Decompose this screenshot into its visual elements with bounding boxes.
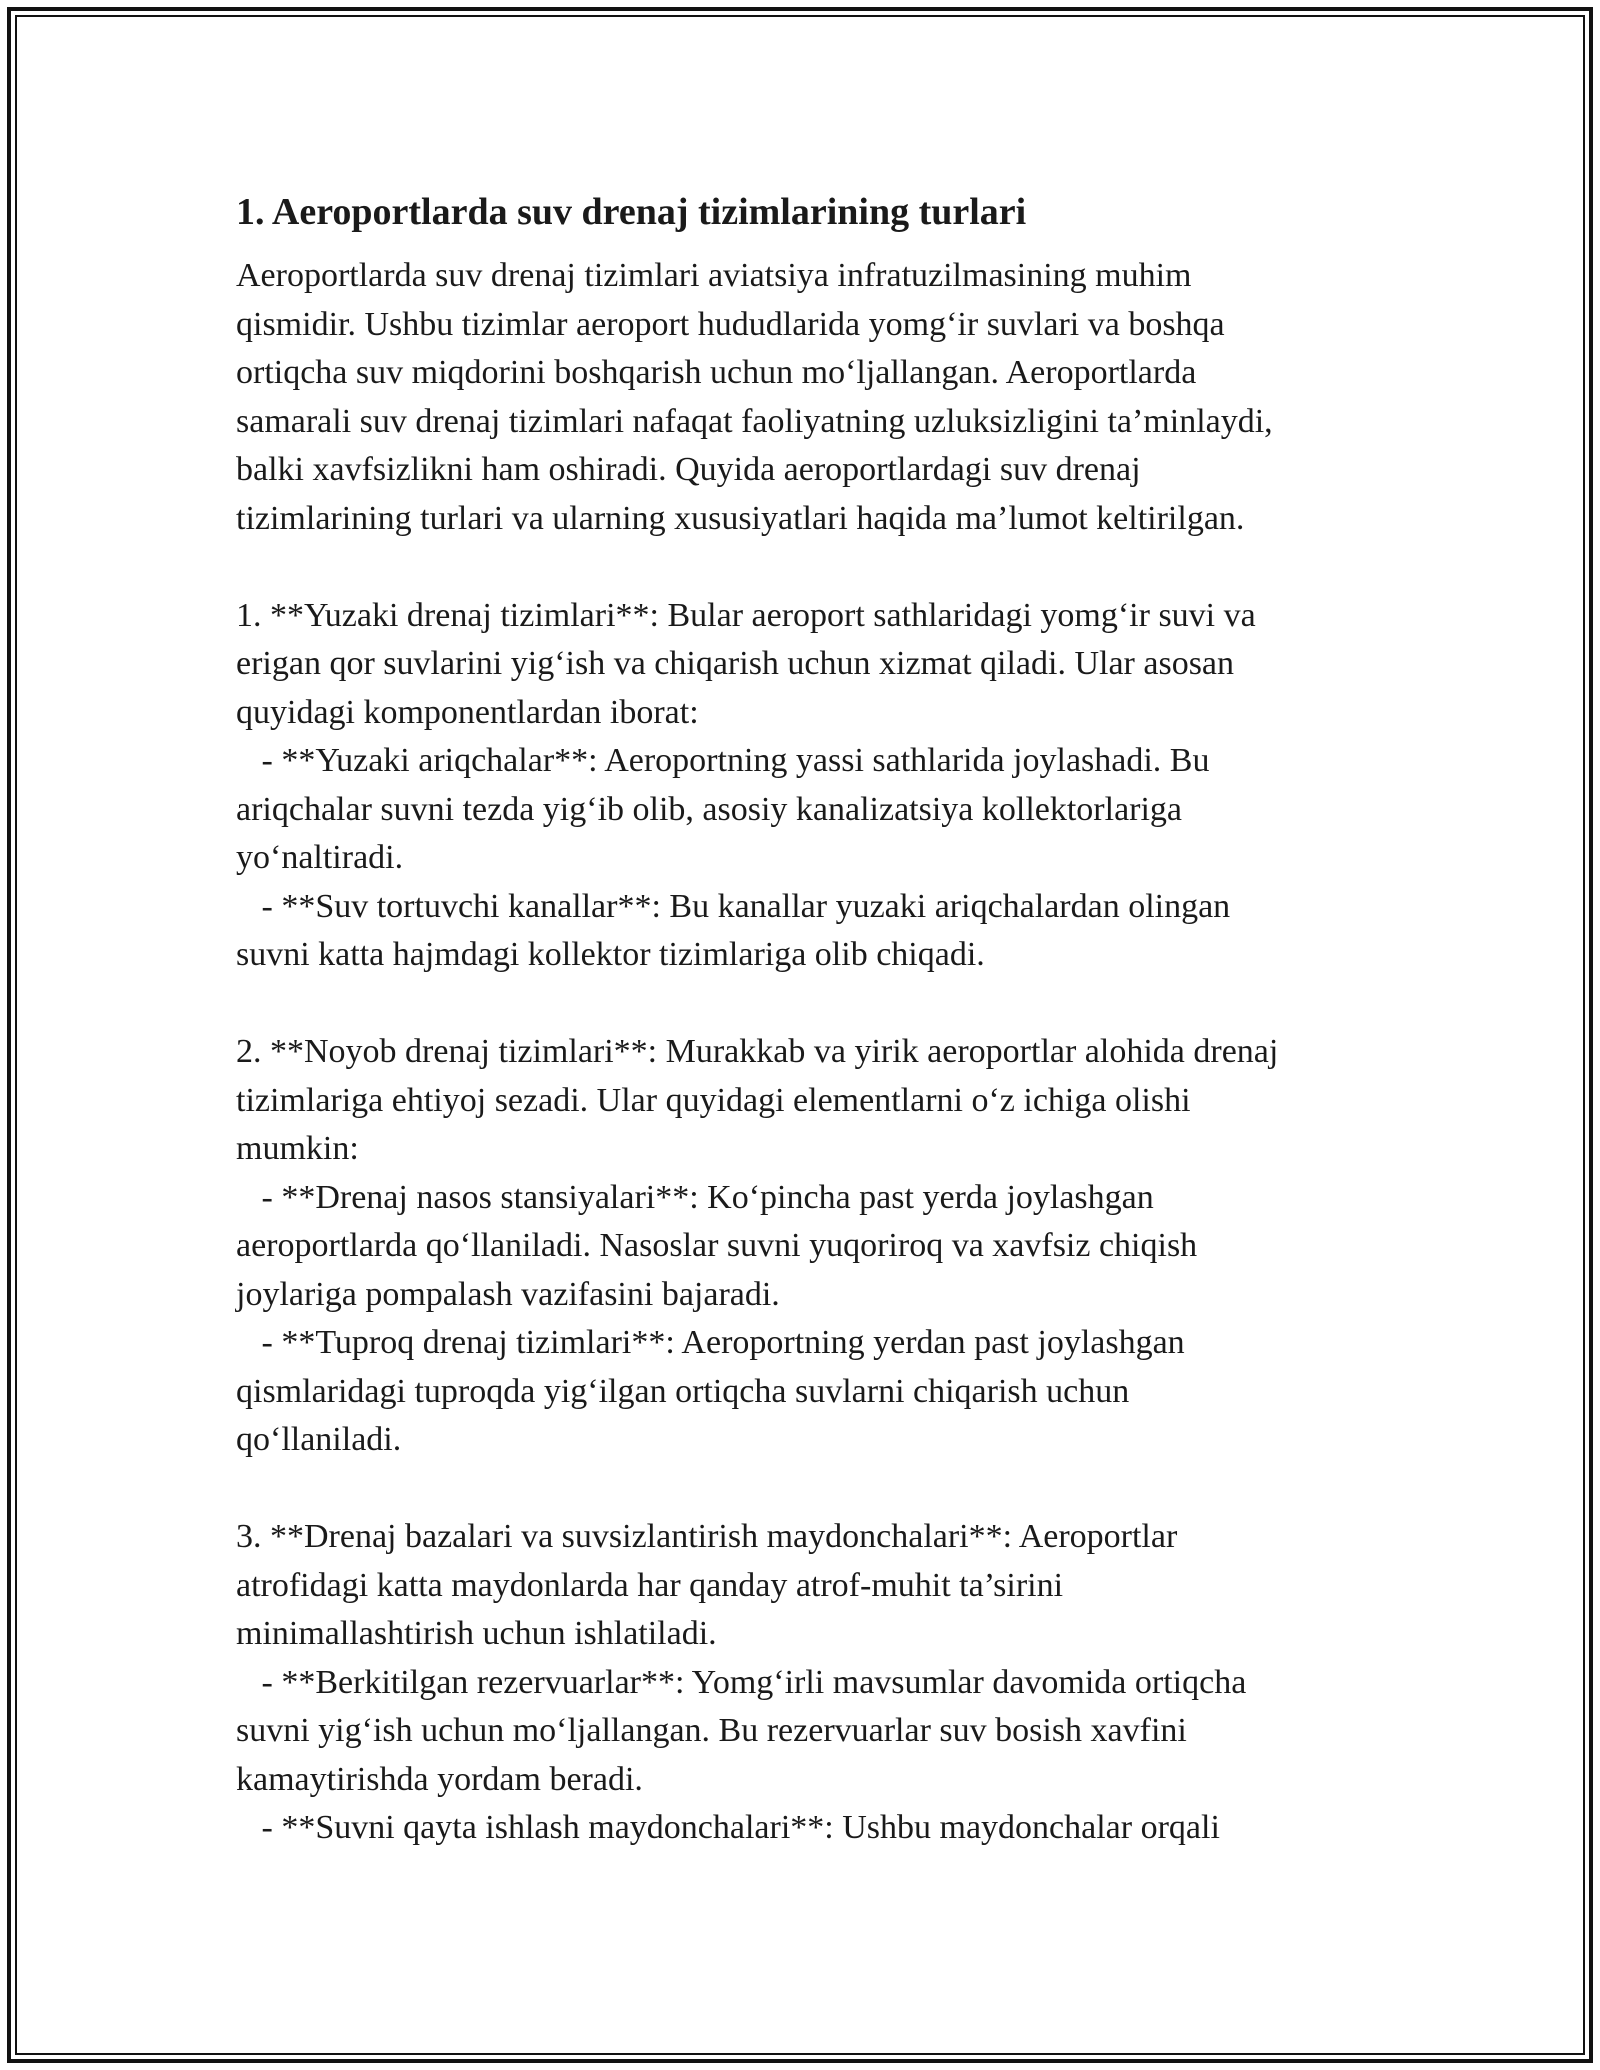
text-line: qismlaridagi tuproqda yig‘ilgan ortiqcha suvlarni chiqarish uchun — [236, 1372, 1130, 1410]
list-item-line: - **Yuzaki ariqchalar**: Aeroportning yassi sathlarida joylashadi. Bu — [236, 742, 1210, 779]
text-line: samarali suv drenaj tizimlari nafaqat faoliyatning uzluksizligini ta’minlaydi, — [236, 402, 1273, 440]
text-line: tizimlariga ehtiyoj sezadi. Ular quyidagi elementlarni o‘z ichiga olishi — [236, 1081, 1191, 1119]
text-line: 1. **Yuzaki drenaj tizimlari**: Bular aeroport sathlaridagi yomg‘ir suvi va — [236, 596, 1256, 634]
list-item-line: - **Suv tortuvchi kanallar**: Bu kanallar yuzaki ariqchalardan olingan — [236, 887, 1231, 925]
text-line: ariqchalar suvni tezda yig‘ib olib, asosiy kanalizatsiya kollektorlariga — [236, 790, 1183, 828]
text-line: qismidir. Ushbu tizimlar aeroport hududlarida yomg‘ir suvlari va boshqa — [236, 305, 1225, 343]
text-line: joylariga pompalash vazifasini bajaradi. — [236, 1275, 780, 1313]
text-line: ortiqcha suv miqdorini boshqarish uchun mo‘ljallangan. Aeroportlarda — [236, 354, 1197, 391]
text-line: atrofidagi katta maydonlarda har qanday atrof-muhit ta’sirini — [236, 1566, 1064, 1604]
list-item-line: - **Suvni qayta ishlash maydonchalari**: Ushbu maydonchalar orqali — [236, 1809, 1220, 1846]
blank-line — [236, 1465, 1366, 1514]
text-line: quyidagi komponentlardan iborat: — [236, 693, 699, 731]
blank-line — [236, 980, 1366, 1029]
text-line: suvni yig‘ish uchun mo‘ljallangan. Bu rezervuarlar suv bosish xavfini — [236, 1712, 1187, 1749]
text-line: minimallashtirish uchun ishlatiladi. — [236, 1615, 717, 1652]
text-line: mumkin: — [236, 1130, 359, 1167]
text-line: aeroportlarda qo‘llaniladi. Nasoslar suvni yuqoriroq va xavfsiz chiqish — [236, 1227, 1198, 1264]
text-line: 2. **Noyob drenaj tizimlari**: Murakkab va yirik aeroportlar alohida drenaj — [236, 1033, 1279, 1070]
text-line: tizimlarining turlari va ularning xususiyatlari haqida ma’lumot keltirilgan. — [236, 499, 1245, 537]
list-item-line: - **Berkitilgan rezervuarlar**: Yomg‘irli mavsumlar davomida ortiqcha — [236, 1663, 1247, 1701]
text-line: Aeroportlarda suv drenaj tizimlari aviatsiya infratuzilmasining muhim — [236, 257, 1192, 294]
text-line: qo‘llaniladi. — [236, 1421, 402, 1458]
text-line: 3. **Drenaj bazalari va suvsizlantirish maydonchalari**: Aeroportlar — [236, 1518, 1178, 1555]
section-heading: 1. Aeroportlarda suv drenaj tizimlarining turlari — [236, 191, 1027, 233]
text-line: balki xavfsizlikni ham oshiradi. Quyida aeroportlardagi suv drenaj — [236, 451, 1141, 488]
list-item-line: - **Drenaj nasos stansiyalari**: Ko‘pincha past yerda joylashgan — [236, 1178, 1154, 1216]
list-item-line: - **Tuproq drenaj tizimlari**: Aeroportning yerdan past joylashgan — [236, 1324, 1185, 1361]
text-line: erigan qor suvlarini yig‘ish va chiqarish uchun xizmat qiladi. Ular asosan — [236, 645, 1235, 682]
document-content — [236, 186, 1366, 1853]
body-text — [236, 252, 1366, 1853]
text-line: suvni katta hajmdagi kollektor tizimlariga olib chiqadi. — [236, 936, 985, 973]
text-line: yo‘naltiradi. — [236, 839, 404, 876]
text-line: kamaytirishda yordam beradi. — [236, 1760, 643, 1798]
blank-line — [236, 543, 1366, 592]
